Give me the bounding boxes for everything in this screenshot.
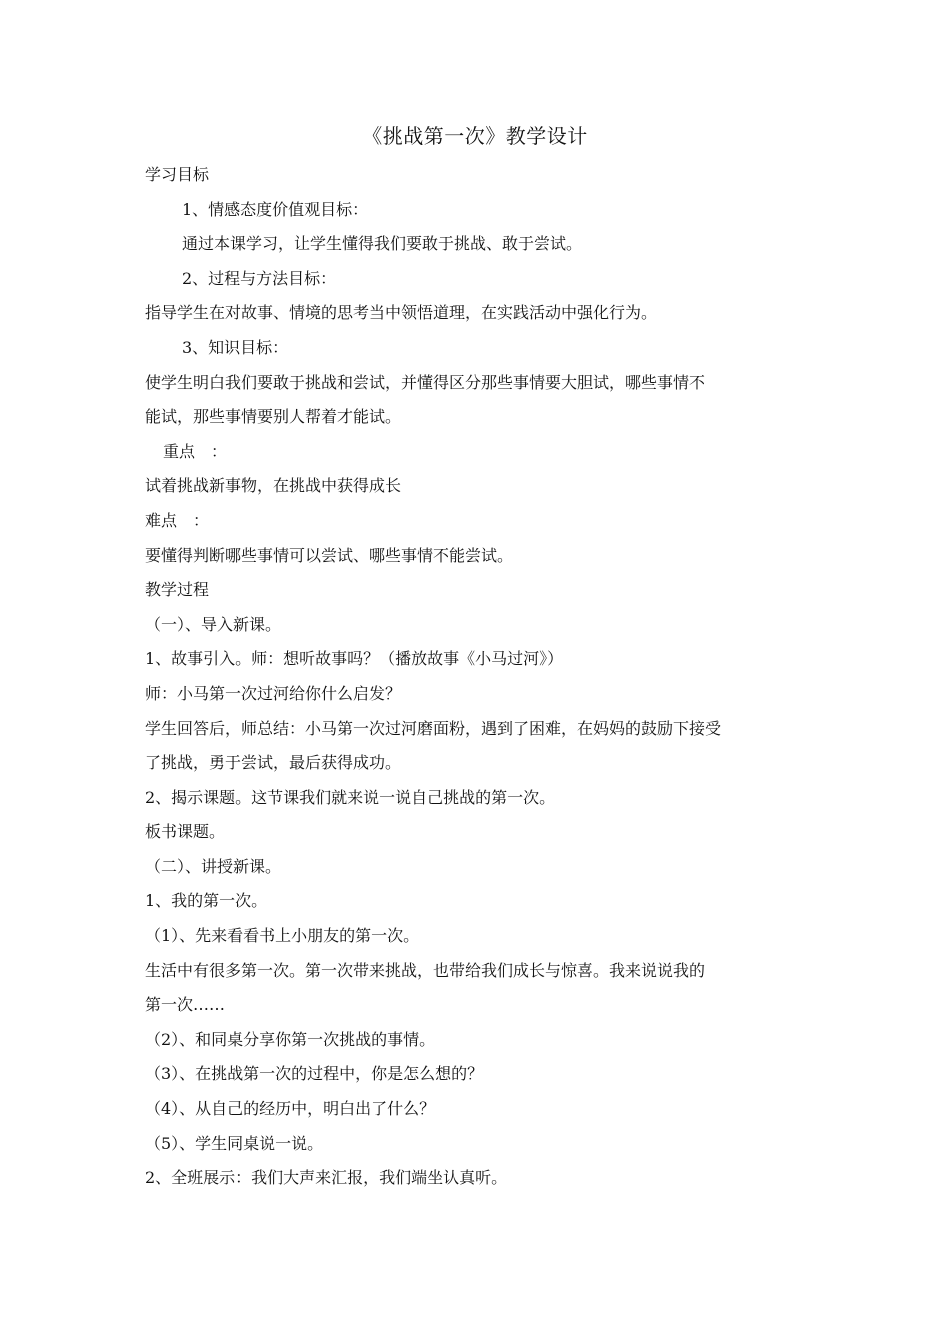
step-5-text: （5）、学生同桌说一说。	[145, 1133, 324, 1153]
part-2-heading: （二）、讲授新课。	[145, 856, 282, 876]
goal-3-text-line-1: 使学生明白我们要敢于挑战和尝试，并懂得区分那些事情要大胆试，哪些事情不	[145, 372, 706, 392]
goal-1-text: 通过本课学习，让学生懂得我们要敢于挑战、敢于尝试。	[182, 234, 583, 254]
teacher-summary-line-1: 学生回答后，师总结：小马第一次过河磨面粉，遇到了困难，在妈妈的鼓励下接受	[145, 718, 722, 738]
story-intro-text: 1、故事引入。师：想听故事吗？（播放故事《小马过河》）	[145, 649, 564, 669]
life-first-time-line-2: 第一次……	[145, 995, 226, 1015]
key-point-text: 试着挑战新事物，在挑战中获得成长	[145, 476, 402, 496]
document-body	[145, 158, 810, 1196]
teacher-question-text: 师：小马第一次过河给你什么启发？	[145, 683, 402, 703]
goal-2-text: 指导学生在对故事、情境的思考当中领悟道理，在实践活动中强化行为。	[145, 303, 658, 323]
class-showcase-text: 2、全班展示：我们大声来汇报，我们端坐认真听。	[145, 1168, 508, 1188]
goal-3-text-line-2: 能试，那些事情要别人帮着才能试。	[145, 407, 402, 427]
section-heading-learning-goals: 学习目标	[145, 165, 210, 184]
teacher-summary-line-2: 了挑战，勇于尝试，最后获得成功。	[145, 753, 402, 773]
step-4-text: （4）、从自己的经历中，明白出了什么？	[145, 1099, 436, 1119]
document-title: 《挑战第一次》教学设计	[362, 124, 588, 148]
goal-1-heading: 1、情感态度价值观目标：	[182, 199, 369, 219]
step-3-text: （3）、在挑战第一次的过程中，你是怎么想的？	[145, 1064, 484, 1084]
step-1-text: （1）、先来看看书上小朋友的第一次。	[145, 926, 420, 946]
goal-2-heading: 2、过程与方法目标：	[182, 268, 337, 288]
step-2-text: （2）、和同桌分享你第一次挑战的事情。	[145, 1029, 436, 1049]
difficulty-text: 要懂得判断哪些事情可以尝试、哪些事情不能尝试。	[145, 545, 514, 565]
section-heading-teaching-process: 教学过程	[145, 580, 210, 600]
reveal-topic-text: 2、揭示课题。这节课我们就来说一说自己挑战的第一次。	[145, 787, 556, 807]
board-title-text: 板书课题。	[145, 822, 226, 842]
life-first-time-line-1: 生活中有很多第一次。第一次带来挑战，也带给我们成长与惊喜。我来说说我的	[145, 960, 706, 980]
my-first-time-heading: 1、我的第一次。	[145, 891, 268, 911]
difficulty-heading: 难点 ：	[145, 510, 210, 530]
part-1-heading: （一）、导入新课。	[145, 614, 282, 634]
key-point-heading: 重点 ：	[163, 441, 228, 461]
goal-3-heading: 3、知识目标：	[182, 337, 289, 357]
